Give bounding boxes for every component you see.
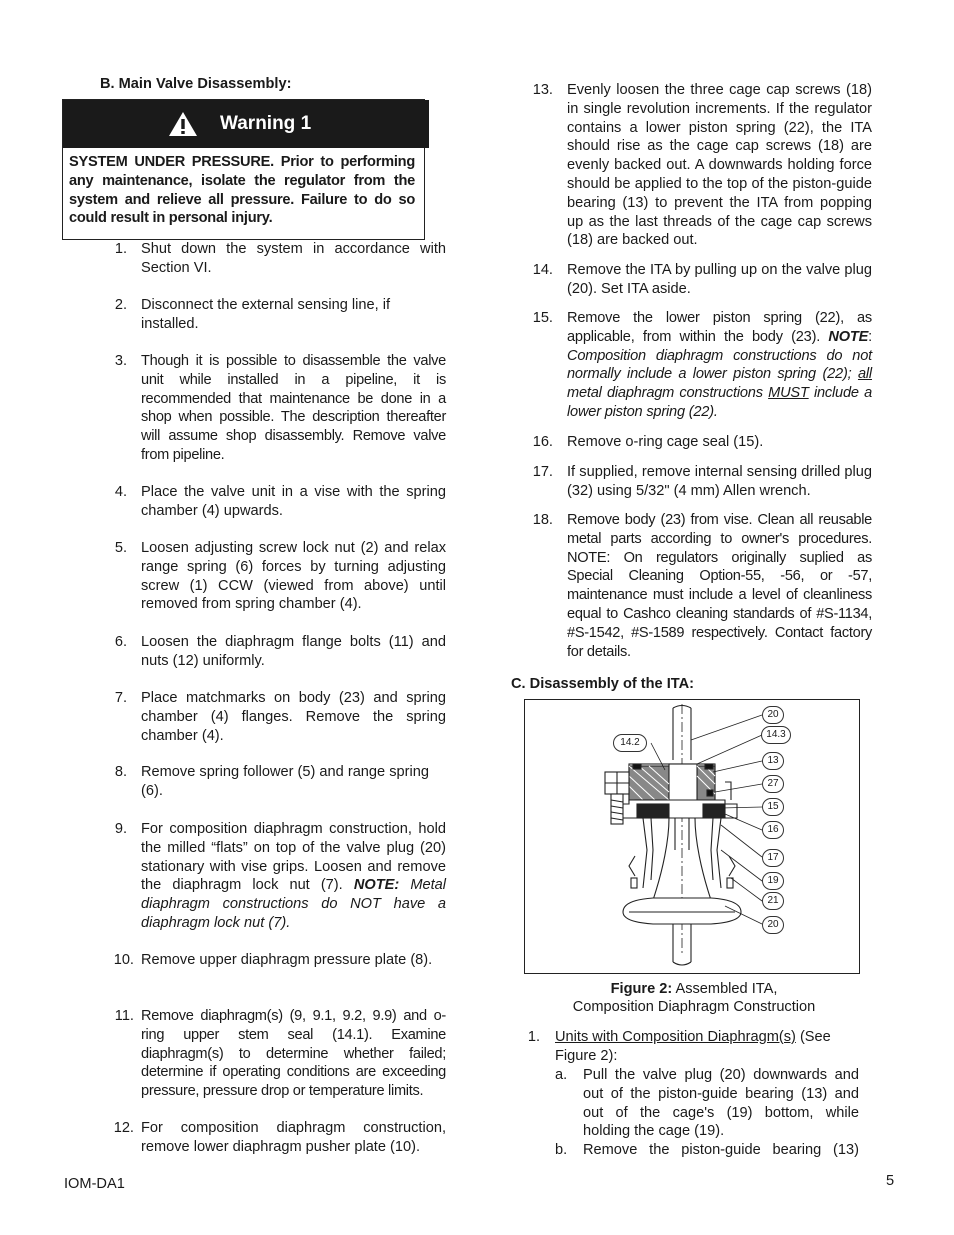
step-text: Remove spring follower (5) and range spring (6). xyxy=(141,764,429,799)
callout-14-3: 14.3 xyxy=(761,726,791,744)
sub-letter: b. xyxy=(555,1142,568,1158)
figure-caption-line-2: Composition Diaphragm Construction xyxy=(572,999,816,1015)
step-number: 18. xyxy=(532,512,553,528)
step-text: Shut down the system in accordance with Section VI. xyxy=(141,241,446,276)
step-15-note-b: metal diaphragm constructions xyxy=(567,385,763,402)
callout-21: 21 xyxy=(762,892,784,910)
step-number: 10. xyxy=(113,952,134,968)
callout-13: 13 xyxy=(762,752,784,770)
step-9-note-label: NOTE: xyxy=(353,877,400,894)
section-c-heading: C. Disassembly of the ITA: xyxy=(511,676,694,692)
step-text: Remove o-ring cage seal (15). xyxy=(567,434,764,450)
step-number: 14. xyxy=(532,262,553,278)
sub-text: Remove the piston-guide bearing (13) xyxy=(583,1142,859,1158)
warning-title: Warning 1 xyxy=(220,113,312,134)
step-15-note-a: Composition diaphragm constructions do not normally include a lower piston spring (22); xyxy=(567,347,872,383)
step-15-note-must: MUST xyxy=(768,385,809,402)
figure-2-assembled-ita xyxy=(524,699,860,974)
sub-text: Pull the valve plug (20) downwards and out of the piston-guide bearing (13) and out of the cage's (19) bottom, while holding the cage (19). xyxy=(583,1067,859,1140)
ita-step-1-after: (See Figure 2): xyxy=(555,1029,831,1064)
warning-text: SYSTEM UNDER PRESSURE. Prior to performing any maintenance, isolate the regulator from the system and relieve all pressure. Failure to do so could result in personal injury. xyxy=(69,154,415,227)
step-15-note-label: NOTE xyxy=(828,328,869,345)
step-text: If supplied, remove internal sensing drilled plug (32) using 5/32" (4 mm) Allen wrench. xyxy=(567,464,872,499)
step-number: 13. xyxy=(532,82,553,98)
footer-page-number: 5 xyxy=(886,1173,895,1189)
step-9-note-text: Metal diaphragm constructions do NOT have a diaphragm lock nut (7). xyxy=(141,877,446,931)
warning-box xyxy=(62,99,425,240)
step-number: 11. xyxy=(114,1008,134,1024)
step-text: Evenly loosen the three cage cap screws (18) in single revolution increments. If the regulator contains a lower piston spring (22), the ITA should rise as the cage cap screws (18) are evenly backed out. A downwards holding force should be applied to the top of the piston-guide bearing (13) to prevent the ITA from popping up as the last threads of the cage cap screws (18) are backed out. xyxy=(567,82,872,249)
step-text: Remove upper diaphragm pressure plate (8). xyxy=(141,952,433,968)
callout-19: 19 xyxy=(762,872,784,890)
step-number: 1. xyxy=(527,1029,540,1045)
callout-15: 15 xyxy=(762,798,784,816)
step-9-body: For composition diaphragm construction, hold the milled “flats” on top of the valve plug (20) stationary with vise grips. Loosen and remove the diaphragm lock nut (7). xyxy=(141,821,446,894)
callout-27: 27 xyxy=(762,775,784,793)
step-number: 16. xyxy=(532,434,553,450)
step-text xyxy=(141,820,446,933)
callout-16: 16 xyxy=(762,821,784,839)
warning-icon xyxy=(168,111,198,137)
step-text: Place the valve unit in a vise with the spring chamber (4) upwards. xyxy=(141,484,446,519)
step-number: 3. xyxy=(114,353,127,369)
step-number: 17. xyxy=(532,464,553,480)
step-text: Though it is possible to disassemble the valve unit while installed in a pipeline, it is recommended that maintenance be done in a shop when possible. The description thereafter will assume shop disassembly. Remove valve from pipeline. xyxy=(141,353,446,463)
step-text: For composition diaphragm construction, remove lower diaphragm pusher plate (10). xyxy=(141,1120,446,1155)
ita-step-1-title: Units with Composition Diaphragm(s) xyxy=(555,1029,796,1045)
step-text: Remove diaphragm(s) (9, 9.1, 9.2, 9.9) and o-ring upper stem seal (14.1). Examine diaphragm(s) to determine whether failed; determine if operating conditions are exceeding pressure, pressure drop or temperature limits. xyxy=(141,1008,446,1100)
callout-17: 17 xyxy=(762,849,784,867)
callout-20-top: 20 xyxy=(762,706,784,724)
step-15-body: Remove the lower piston spring (22), as applicable, from within the body (23). xyxy=(567,310,872,345)
ita-drawing xyxy=(525,700,859,973)
footer-doc-id: IOM-DA1 xyxy=(64,1176,125,1192)
step-number: 2. xyxy=(114,297,127,313)
step-15-note-c: include a lower piston spring (22). xyxy=(567,385,873,420)
callout-20-bottom: 20 xyxy=(762,916,784,934)
step-number: 9. xyxy=(114,821,127,837)
section-b-heading: B. Main Valve Disassembly: xyxy=(100,76,292,92)
figure-caption-label: Figure 2: xyxy=(610,981,673,997)
step-number: 7. xyxy=(114,690,127,706)
step-text: Loosen adjusting screw lock nut (2) and relax range spring (6) forces by turning adjusting screw (1) CCW (viewed from above) until removed from spring chamber (4). xyxy=(141,540,446,613)
figure-caption-line-1 xyxy=(524,980,864,999)
step-text xyxy=(555,1028,860,1066)
step-text: Loosen the diaphragm flange bolts (11) and nuts (12) uniformly. xyxy=(141,634,446,669)
step-text: Remove the lower piston spring (22), as applicable, from within the body (23). NOTE: Composition diaphragm constructions do not normally include a lower piston spring (22); all metal diaphragm constructions MUST include a lower piston spring (22). xyxy=(567,310,873,420)
step-number: 15. xyxy=(532,310,553,326)
step-number: 1. xyxy=(114,241,127,257)
step-number: 12. xyxy=(113,1120,134,1136)
step-number: 6. xyxy=(114,634,127,650)
warning-header xyxy=(63,100,429,148)
sub-letter: a. xyxy=(555,1067,568,1083)
step-number: 4. xyxy=(114,484,127,500)
callout-14-2: 14.2 xyxy=(613,734,647,752)
figure-caption-rest: Assembled ITA, xyxy=(672,981,778,997)
step-text: Remove body (23) from vise. Clean all reusable metal parts according to owner's procedures. NOTE: On regulators originally suplied as Special Cleaning Option-55, -56, or -57, maintenance must include a level of cleanliness equal to Cashco cleaning standards of #S-1134, #S-1542, #S-1589 respectively. Contact factory for details. xyxy=(567,512,872,660)
step-text: Disconnect the external sensing line, if installed. xyxy=(141,297,391,332)
step-text: Place matchmarks on body (23) and spring chamber (4) flanges. Remove the spring chamber (4). xyxy=(141,690,446,744)
step-number: 8. xyxy=(114,764,127,780)
step-15-note-all: all xyxy=(857,366,872,383)
step-number: 5. xyxy=(114,540,127,556)
step-text: Remove the ITA by pulling up on the valve plug (20). Set ITA aside. xyxy=(567,262,872,297)
